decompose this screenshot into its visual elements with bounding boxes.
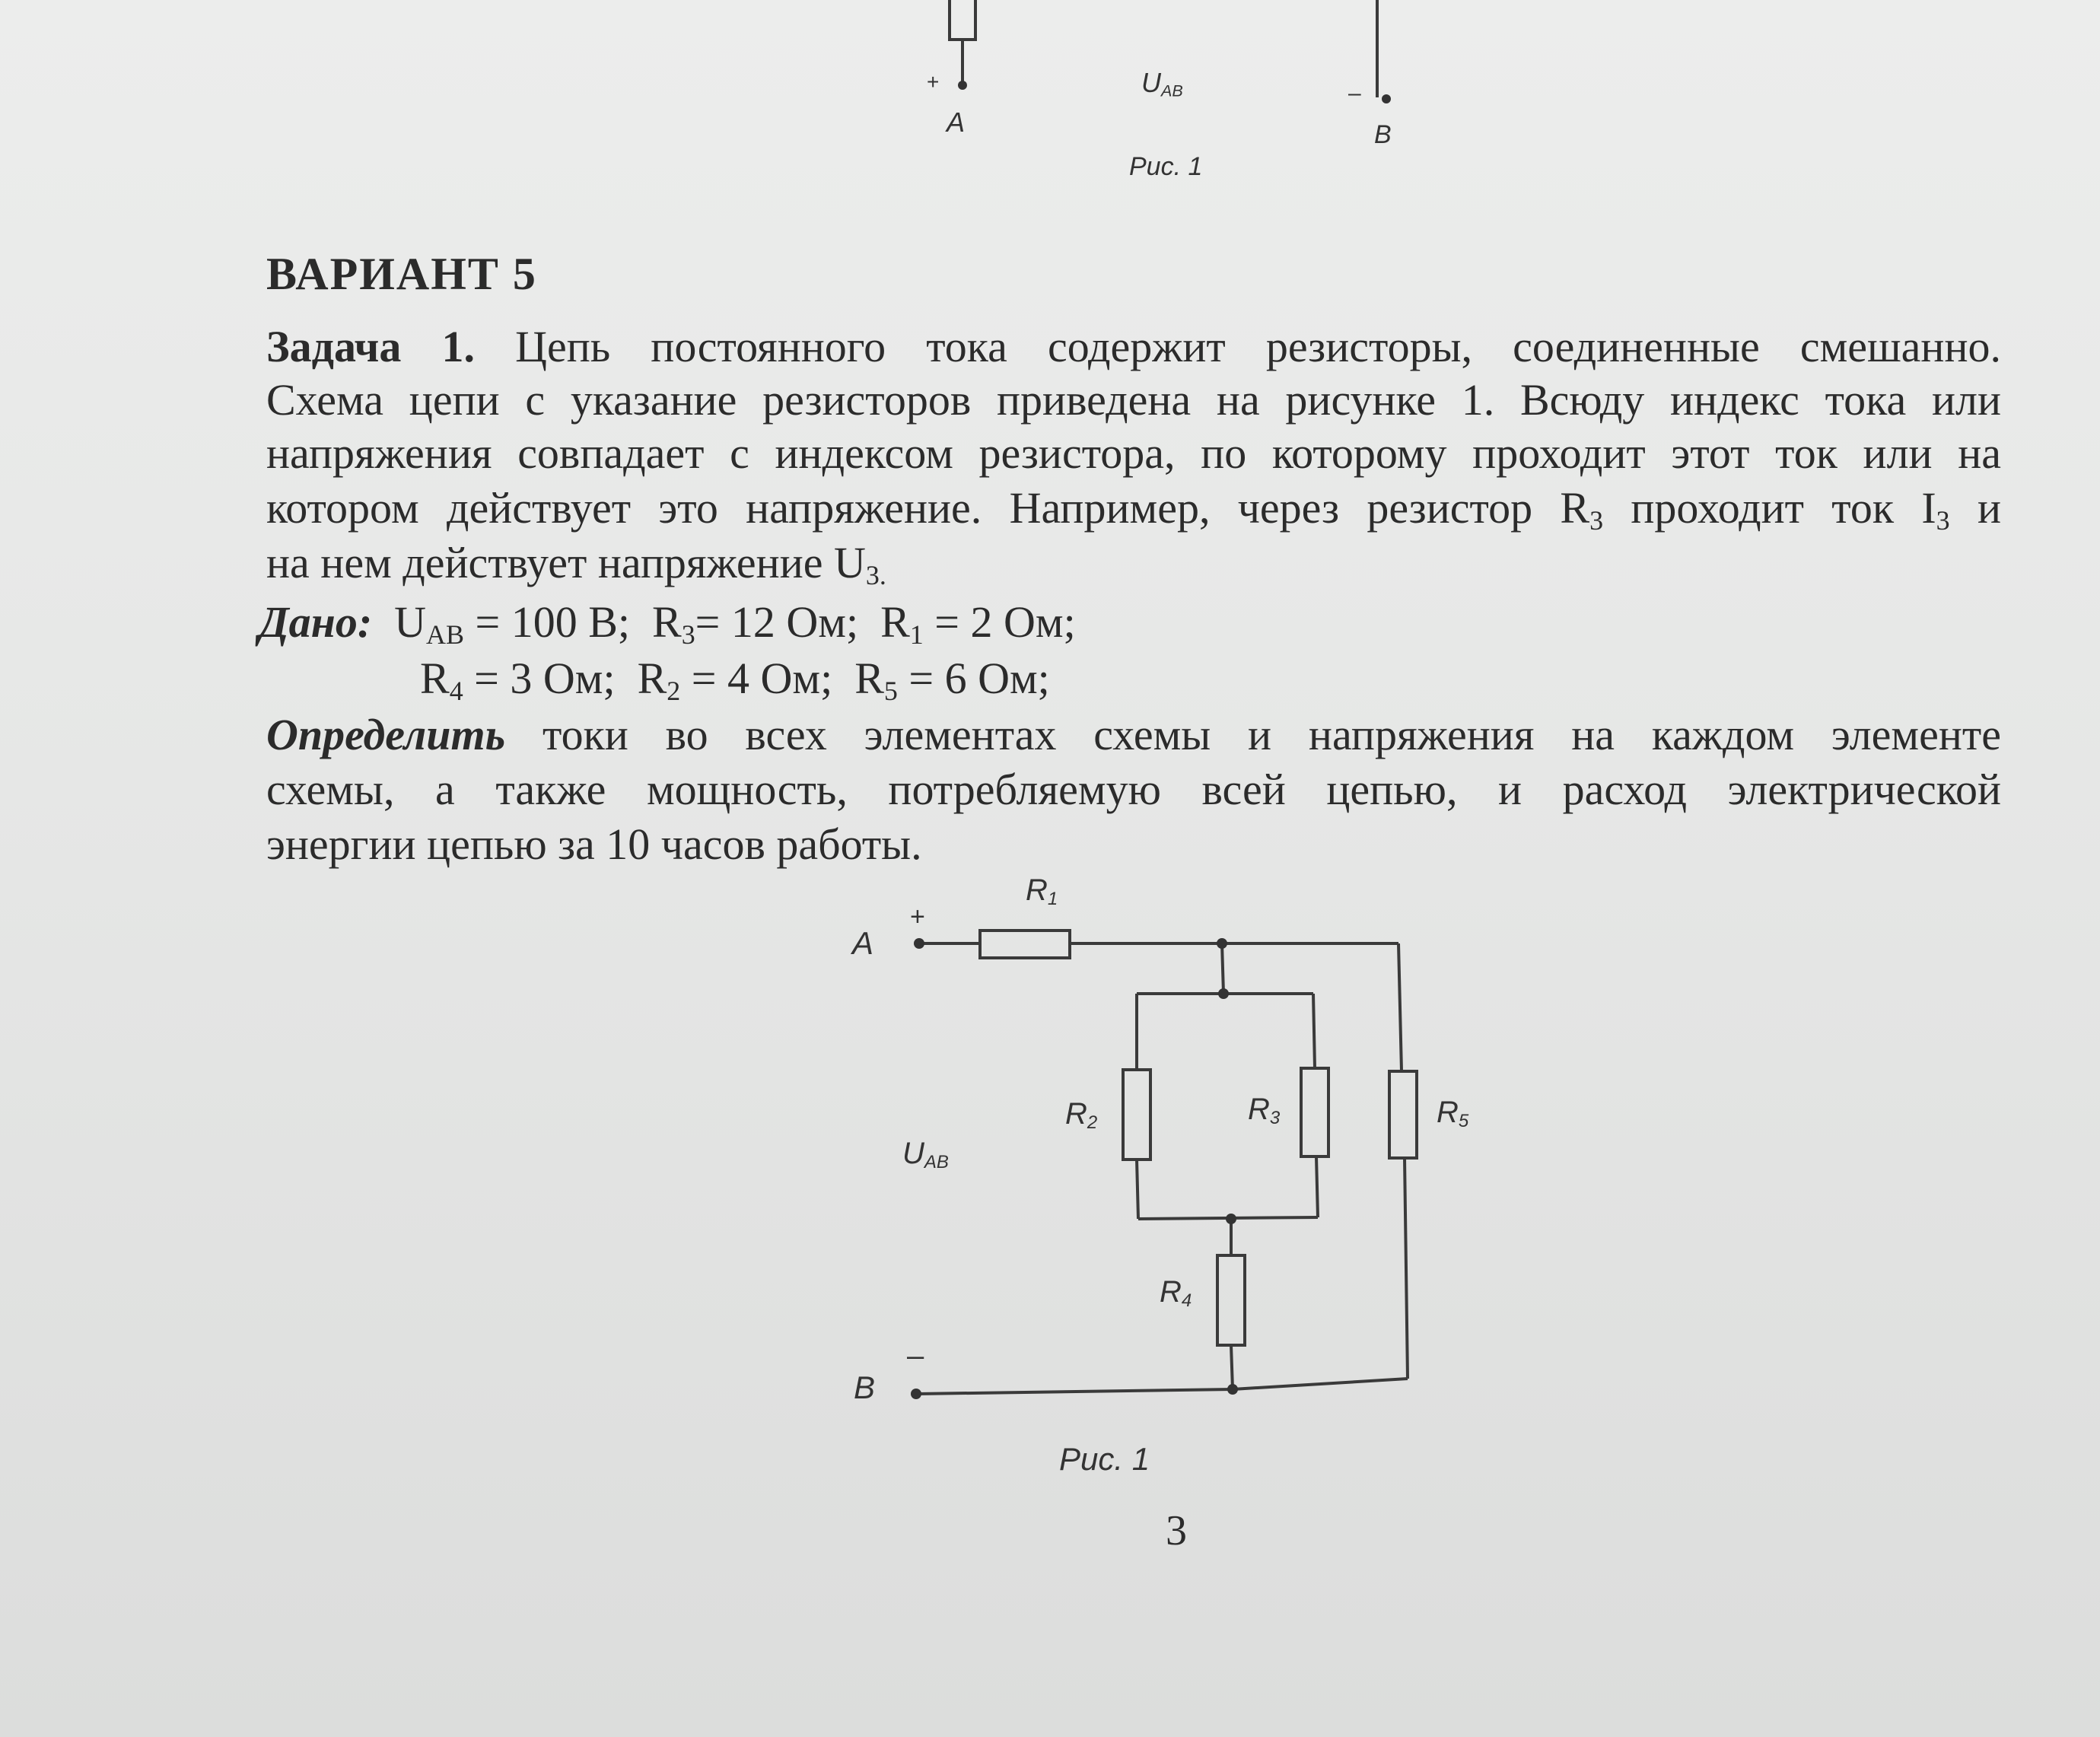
circuit-voltage-label: $U_{AB}$ <box>902 1137 949 1172</box>
circuit-figure-caption: Рис. 1 <box>1059 1441 1150 1477</box>
find-label: Определить <box>266 710 506 759</box>
find-line-1: Определить токи во всех элементах схемы и напряжения на каждом элементе <box>266 710 2001 759</box>
label-r1: $R_1$ <box>1026 873 1058 909</box>
find-line-3: энергии цепью за 10 часов работы. <box>266 819 922 869</box>
given-r1: $R_1 = 2$ Ом; <box>880 597 1076 650</box>
top-figure-caption: Рис. 1 <box>1129 152 1203 181</box>
terminal-b-dot <box>911 1389 921 1399</box>
label-r4: $R_4$ <box>1160 1275 1192 1311</box>
terminal-a-dot <box>914 938 924 949</box>
top-terminal-b-label: B <box>1374 120 1392 149</box>
top-terminal-b-dot <box>1382 94 1391 103</box>
given-r2: $R_2 = 4$ Ом; <box>637 654 833 706</box>
wire-parallel-bottom <box>1138 1217 1318 1219</box>
resistor-r1 <box>980 931 1070 958</box>
top-resistor <box>950 0 975 40</box>
resistor-r5 <box>1389 1071 1417 1158</box>
given-u-ab: $U_{AB} = 100$ В; <box>394 597 630 650</box>
circuit-terminal-a-label: A <box>852 925 874 961</box>
circuit-plus-sign: + <box>910 902 925 931</box>
top-minus-sign: – <box>1348 81 1361 106</box>
top-voltage-label: $U_{AB}$ <box>1141 67 1183 100</box>
top-terminal-a-label: A <box>947 107 966 138</box>
task-line-2: Схема цепи с указание резисторов приведена на рисунке 1. Всюду индекс тока или <box>266 375 2001 425</box>
node-top <box>1217 938 1227 949</box>
given-r5: $R_5 = 6$ Ом; <box>854 654 1050 706</box>
node-parallel-bottom <box>1226 1214 1236 1224</box>
given-r4: $R_4 = 3$ Ом; <box>420 654 616 706</box>
top-circuit-fragment <box>0 0 2100 198</box>
resistor-r2 <box>1123 1070 1150 1160</box>
node-parallel-top <box>1218 988 1229 999</box>
wire-r5-bottom <box>1405 1158 1408 1379</box>
node-bottom <box>1227 1384 1238 1395</box>
wire-r5-top <box>1398 943 1402 1071</box>
task-line-4: котором действует это напряжение. Например, через резистор $R_3$ проходит ток $I_3$ и <box>266 483 2001 536</box>
top-terminal-a-dot <box>958 81 967 90</box>
circuit-terminal-b-label: B <box>854 1370 876 1405</box>
wire-node-drop <box>1222 943 1223 994</box>
wire-r2-bottom <box>1137 1160 1138 1219</box>
wire-bottom-left <box>918 1389 1233 1394</box>
task-line-3: напряжения совпадает с индексом резистора, по которому проходит этот ток или на <box>266 428 2001 478</box>
page-number: 3 <box>1166 1507 1187 1554</box>
wire-r3-bottom <box>1316 1156 1318 1217</box>
circuit-minus-sign: – <box>907 1339 924 1373</box>
resistor-r3 <box>1301 1068 1328 1156</box>
task-line-1: Задача 1. Цепь постоянного тока содержит резисторы, соединенные смешанно. <box>266 322 2001 371</box>
top-plus-sign: + <box>927 70 940 94</box>
label-r3: $R_3$ <box>1248 1093 1281 1128</box>
wire-r3-top <box>1313 994 1315 1068</box>
label-r2: $R_2$ <box>1065 1097 1098 1133</box>
wire-r4-bottom <box>1231 1345 1233 1389</box>
task-label: Задача 1. <box>266 322 475 371</box>
given-label: Дано: <box>259 597 373 647</box>
find-line-2: схемы, а также мощность, потребляемую всей цепью, и расход электрической <box>266 765 2001 814</box>
given-r3: $R_3= 12$ Ом; <box>652 597 859 650</box>
wire-bottom-right <box>1233 1379 1408 1389</box>
resistor-r4 <box>1217 1255 1245 1345</box>
variant-heading: ВАРИАНТ 5 <box>266 249 537 299</box>
task-line-5: на нем действует напряжение $U_{3.}$ <box>266 538 886 590</box>
label-r5: $R_5$ <box>1437 1096 1469 1131</box>
